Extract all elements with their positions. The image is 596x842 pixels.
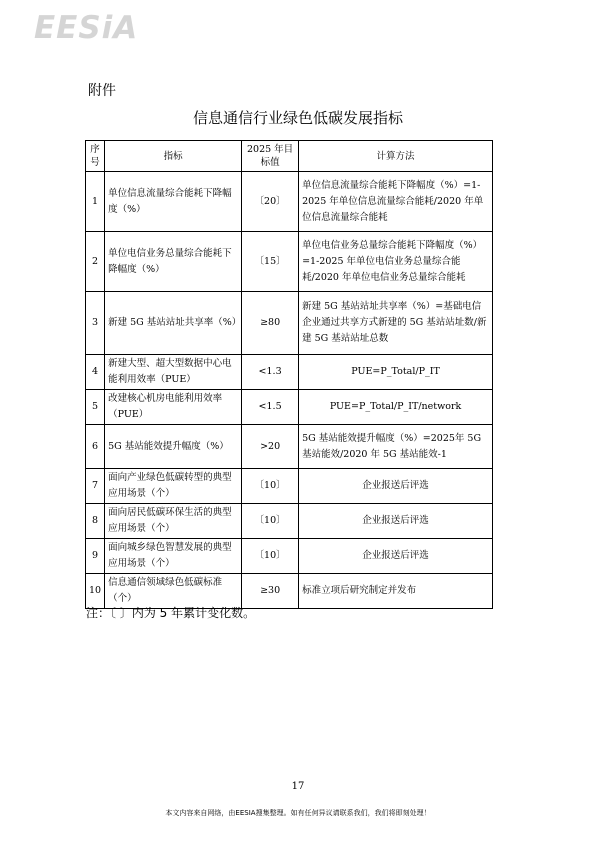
row-method: PUE=P_Total/P_IT/network [299,390,493,425]
row-indicator: 新建大型、超大型数据中心电能利用效率（PUE） [105,355,242,390]
row-method: 新建 5G 基站站址共享率（%）=基础电信企业通过共享方式新建的 5G 基站站址数/新建 5G 基站站址总数 [299,292,493,355]
row-target: 〔20〕 [242,172,299,232]
table-row [86,355,493,390]
row-method: 单位信息流量综合能耗下降幅度（%）=1-2025 年单位信息流量综合能耗/2020 年单位信息流量综合能耗 [299,172,493,232]
table-row [86,292,493,355]
row-indicator: 5G 基站能效提升幅度（%） [105,425,242,469]
row-method: 单位电信业务总量综合能耗下降幅度（%）=1-2025 年单位电信业务总量综合能耗/2020 年单位电信业务总量综合能耗 [299,232,493,292]
row-no: 7 [86,469,105,504]
row-no: 9 [86,539,105,574]
table-row [86,232,493,292]
eesia-logo: EESiA [34,10,139,46]
row-no: 10 [86,574,105,609]
row-method: PUE=P_Total/P_IT [299,355,493,390]
row-target: 〔10〕 [242,469,299,504]
row-method: 企业报送后评选 [299,539,493,574]
row-no: 4 [86,355,105,390]
row-indicator: 单位电信业务总量综合能耗下降幅度（%） [105,232,242,292]
row-no: 5 [86,390,105,425]
row-indicator: 信息通信领域绿色低碳标准（个） [105,574,242,609]
table-row [86,469,493,504]
table-row [86,504,493,539]
document-title: 信息通信行业绿色低碳发展指标 [192,109,403,127]
row-no: 8 [86,504,105,539]
attachment-label: 附件 [88,83,116,99]
row-method: 标准立项后研究制定并发布 [299,574,493,609]
row-method: 企业报送后评选 [299,469,493,504]
header-no: 序号 [86,141,105,172]
row-method: 企业报送后评选 [299,504,493,539]
row-no: 3 [86,292,105,355]
row-indicator: 面向产业绿色低碳转型的典型应用场景（个） [105,469,242,504]
row-target: <1.3 [242,355,299,390]
table-header-row [86,141,493,172]
row-target: ≥30 [242,574,299,609]
row-no: 1 [86,172,105,232]
row-indicator: 单位信息流量综合能耗下降幅度（%） [105,172,242,232]
footer-disclaimer: 本文内容来自网络，由EESIA搜集整理。如有任何异议请联系我们，我们将即刻处理！ [165,809,431,817]
row-no: 2 [86,232,105,292]
row-indicator: 面向城乡绿色智慧发展的典型应用场景（个） [105,539,242,574]
header-indicator: 指标 [105,141,242,172]
row-indicator: 改建核心机房电能利用效率（PUE） [105,390,242,425]
table-note: 注：〔 〕内为 5 年累计变化数。 [86,606,256,620]
row-target: 〔10〕 [242,539,299,574]
indicator-table [85,140,493,609]
row-indicator: 面向居民低碳环保生活的典型应用场景（个） [105,504,242,539]
table-row [86,425,493,469]
row-no: 6 [86,425,105,469]
header-method: 计算方法 [299,141,493,172]
row-target: >20 [242,425,299,469]
row-method: 5G 基站能效提升幅度（%）=2025年 5G 基站能效/2020 年 5G 基站能效-1 [299,425,493,469]
table-row [86,390,493,425]
table-row [86,172,493,232]
row-target: ≥80 [242,292,299,355]
row-target: 〔10〕 [242,504,299,539]
page-number: 17 [291,781,305,792]
header-target: 2025 年目标值 [242,141,299,172]
row-target: 〔15〕 [242,232,299,292]
row-target: <1.5 [242,390,299,425]
table-row [86,539,493,574]
row-indicator: 新建 5G 基站站址共享率（%） [105,292,242,355]
